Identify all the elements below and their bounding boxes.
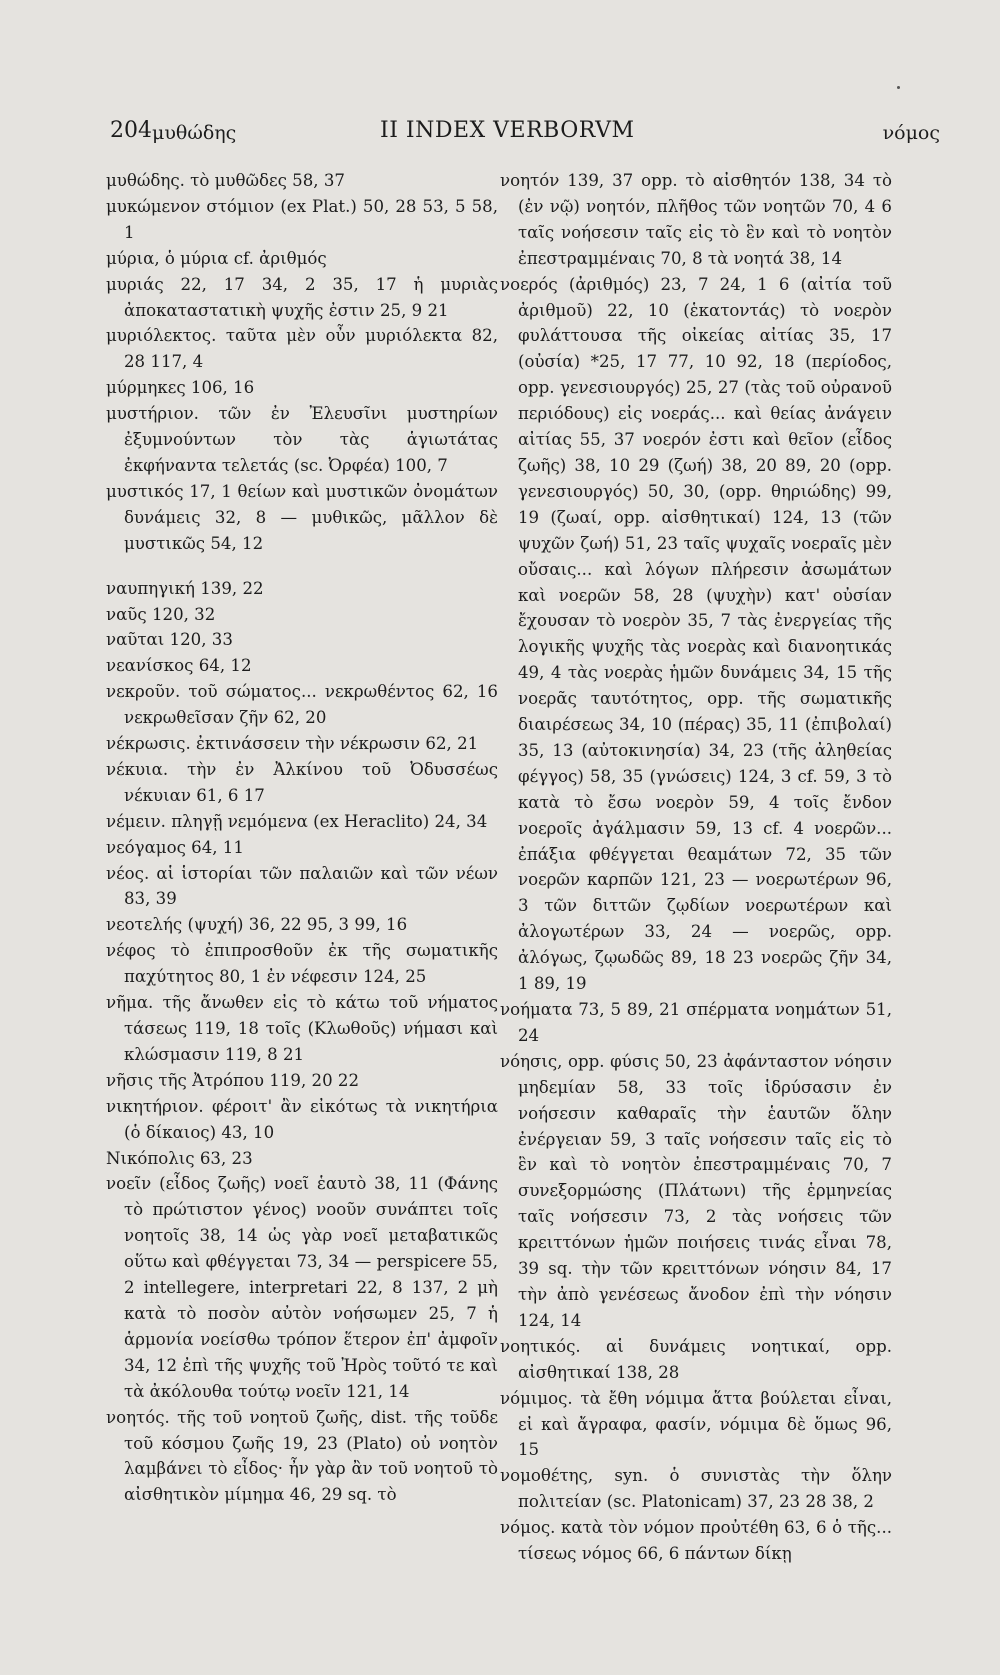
index-entry: ναῦς 120, 32 — [106, 604, 216, 624]
index-entry: μυθώδης. τὸ μυθῶδες 58, 37 — [106, 171, 345, 190]
index-entry: νικητήριον. φέροιτ' ἂν εἰκότως τὰ νικητήρια (ὁ δίκαιος) 43, 10 — [106, 1096, 498, 1142]
index-entry: Νικόπολις 63, 23 — [106, 1148, 253, 1168]
index-entry: νεανίσκος 64, 12 — [106, 656, 252, 676]
index-entry: νοητόν 139, 37 opp. τὸ αἰσθητόν 138, 34 τὸ (ἐν νῷ) νοητόν, πλῆθος τῶν νοητῶν 70, 4 6 ταῖς νοήσεσιν ταῖς εἰς τὸ ἓν καὶ τὸ νοητὸν ἐπεστραμμέναις 70, 8 τὰ νοητά 38, 14 — [500, 171, 892, 268]
index-entry: νεοτελής (ψυχή) 36, 22 95, 3 99, 16 — [106, 915, 408, 935]
index-entry: νοεῖν (εἶδος ζωῆς) νοεῖ ἑαυτὸ 38, 11 (Φάνης τὸ πρώτιστον γένος) νοοῦν συνάπτει τοῖς νοητοῖς 38, 14 ὡς γὰρ νοεῖ μεταβατικῶς οὕτω καὶ φθέγγεται 73, 34 — perspicere 55, 2 intellegere, interpretari 22, 8 137, 2 μὴ κατὰ τὸ ποσὸν αὐτὸν νοήσωμεν 25, 7 ἡ ἁρμονία νοείσθω τρόπον ἕτερον ἐπ' ἀμφοῖν 34, 12 ἐπὶ τῆς ψυχῆς τοῦ Ἠρὸς τοῦτό τε καὶ τὰ ἀκόλουθα τούτῳ νοεῖν 121, 14 — [106, 1174, 498, 1401]
index-entry: νόμος. κατὰ τὸν νόμον προὐτέθη 63, 6 ὁ τῆς... τίσεως νόμος 66, 6 πάντων δίκῃ — [500, 1518, 892, 1564]
index-entry: νοήματα 73, 5 89, 21 σπέρματα νοημάτων 51, 24 — [500, 1000, 892, 1045]
right-column — [500, 168, 892, 1567]
page-title: II INDEX VERBORVM — [380, 118, 635, 143]
index-entry: μύρμηκες 106, 16 — [106, 378, 255, 398]
index-entry: νεόγαμος 64, 11 — [106, 837, 244, 857]
index-entry: μυκώμενον στόμιον (ex Plat.) 50, 28 53, 5 58, 1 — [106, 196, 498, 242]
index-entry: νέος. αἱ ἱστορίαι τῶν παλαιῶν καὶ τῶν νέων 83, 39 — [106, 863, 498, 909]
index-entry: νομοθέτης, syn. ὁ συνιστὰς τὴν ὅλην πολιτείαν (sc. Platonicam) 37, 23 28 38, 2 — [500, 1466, 892, 1512]
page-number: 204 — [110, 118, 152, 143]
index-entry: νῆσις τῆς Ἀτρόπου 119, 20 22 — [106, 1070, 360, 1090]
header-left-keyword: μυθώδης — [152, 122, 237, 144]
index-entry: νεκροῦν. τοῦ σώματος... νεκρωθέντος 62, 16 νεκρωθεῖσαν ζῆν 62, 20 — [106, 682, 498, 728]
left-column — [106, 168, 498, 1508]
speck — [897, 86, 900, 89]
index-entry: νόησις, opp. φύσις 50, 23 ἀφάνταστον νόησιν μηδεμίαν 58, 33 τοῖς ἱδρύσασιν ἐν νοήσεσιν καθαραῖς τὴν ἑαυτῶν ὅλην ἐνέργειαν 59, 3 ταῖς νοήσεσιν ταῖς εἰς τὸ ἓν καὶ τὸ νοητὸν ἐπεστραμμέναις 70, 7 συνεξορμώσης (Πλάτωνι) τῆς ἑρμηνείας ταῖς νοήσεσιν 73, 2 τὰς νοήσεις τῶν κρειττόνων ἡμῶν ποιήσεις τινάς εἶναι 78, 39 sq. τὴν τῶν κρειττόνων νόησιν 84, 17 τὴν ἀπὸ γενέσεως ἄνοδον ἐπὶ τὴν νόησιν 124, 14 — [500, 1051, 892, 1330]
index-entry: νοητός. τῆς τοῦ νοητοῦ ζωῆς, dist. τῆς τοῦδε τοῦ κόσμου ζωῆς 19, 23 (Plato) οὐ νοητὸν λαμβάνει τὸ εἶδος· ἦν γὰρ ἂν τοῦ νοητοῦ τὸ αἰσθητικὸν μίμημα 46, 29 sq. τὸ — [106, 1407, 498, 1505]
header-right-keyword: νόμος — [882, 122, 940, 144]
index-entry: νέμειν. πληγῇ νεμόμενα (ex Heraclito) 24, 34 — [106, 811, 488, 831]
running-header — [110, 118, 940, 158]
index-entry: μυστικός 17, 1 θείων καὶ μυστικῶν ὀνομάτων δυνάμεις 32, 8 — μυθικῶς, μᾶλλον δὲ μυστικῶς 54, 12 — [106, 481, 498, 553]
index-entry: νέφος τὸ ἐπιπροσθοῦν ἐκ τῆς σωματικῆς παχύτητος 80, 1 ἐν νέφεσιν 124, 25 — [106, 941, 498, 987]
index-entry: μυριάς 22, 17 34, 2 35, 17 ἡ μυριὰς ἀποκαταστατικὴ ψυχῆς ἐστιν 25, 9 21 — [106, 274, 498, 320]
index-entry: νοερός (ἀριθμός) 23, 7 24, 1 6 (αἰτία τοῦ ἀριθμοῦ) 22, 10 (ἑκατοντάς) τὸ νοερὸν φυλάττουσα τῆς οἰκείας αἰτίας 35, 17 (οὐσία) *25, 17 77, 10 92, 18 (περίοδος, opp. γενεσιουργός) 25, 27 (τὰς τοῦ οὐρανοῦ περιόδους) εἰς νοεράς... καὶ θείας ἀνάγειν αἰτίας 55, 37 νοερόν ἐστι καὶ θεῖον (εἶδος ζωῆς) 38, 10 29 (ζωή) 38, 20 89, 20 (opp. γενεσιουργός) 50, 30, (opp. θηριώδης) 99, 19 (ζωαί, opp. αἰσθητικαί) 124, 13 (τῶν ψυχῶν ζωή) 51, 23 ταῖς ψυχαῖς νοεραῖς μὲν οὔσαις... καὶ λόγων πλήρεσιν ἀσωμάτων καὶ νοερῶν 58, 28 (ψυχὴν) κατ' οὐσίαν ἔχουσαν τὸ νοερὸν 35, 7 τὰς ἐνεργείας τῆς λογικῆς ψυχῆς τὰς νοερὰς καὶ διανοητικάς 49, 4 τὰς νοερὰς ἡμῶν δυνάμεις 34, 15 τῆς νοερᾶς ταυτότητος, opp. τῆς σωματικῆς διαιρέσεως 34, 10 (πέρας) 35, 11 (ἐπιβολαί) 35, 13 (αὐτοκινησία) 34, 23 (τῆς ἀληθείας φέγγος) 58, 35 (γνώσεις) 124, 3 cf. 59, 3 τὸ κατὰ τὸ ἔσω νοερὸν 59, 4 τοῖς ἔνδον νοεροῖς ἀγάλμασιν 59, 13 cf. 4 νοερῶν... ἐπάξια φθέγγεται θεαμάτων 72, 35 τῶν νοερῶν καρπῶν 121, 23 — νοερωτέρων 96, 3 τῶν διττῶν ζῳδίων νοερωτέρων καὶ ἀλογωτέρων 33, 24 — νοερῶς, opp. ἀλόγως, ζῳωδῶς 89, 18 23 νοερῶς ζῆν 34, 1 89, 19 — [500, 274, 892, 994]
index-entry: νέκρωσις. ἐκτινάσσειν τὴν νέκρωσιν 62, 21 — [106, 734, 479, 754]
index-entry: νῆμα. τῆς ἄνωθεν εἰς τὸ κάτω τοῦ νήματος τάσεως 119, 18 τοῖς (Κλωθοῦς) νήμασι καὶ κλώσμασιν 119, 8 21 — [106, 993, 498, 1064]
index-entry: μυστήριον. τῶν ἐν Ἐλευσῖνι μυστηρίων ἐξυμνούντων τὸν τὰς ἁγιωτάτας ἐκφήναντα τελετάς (sc. Ὀρφέα) 100, 7 — [106, 404, 498, 475]
index-entry: μύρια, ὁ μύρια cf. ἀριθμός — [106, 248, 327, 268]
index-entry: νέκυια. τὴν ἐν Ἀλκίνου τοῦ Ὀδυσσέως νέκυιαν 61, 6 17 — [106, 759, 498, 805]
index-entry: μυριόλεκτος. ταῦτα μὲν οὖν μυριόλεκτα 82, 28 117, 4 — [106, 326, 498, 372]
index-entry: νοητικός. αἱ δυνάμεις νοητικαί, opp. αἰσθητικαί 138, 28 — [500, 1336, 892, 1382]
index-entry: νόμιμος. τὰ ἔθη νόμιμα ἅττα βούλεται εἶναι, εἰ καὶ ἄγραφα, φασίν, νόμιμα δὲ ὅμως 96, 15 — [500, 1388, 892, 1460]
index-entry: ναυπηγική 139, 22 — [106, 578, 264, 598]
index-entry: ναῦται 120, 33 — [106, 630, 233, 650]
